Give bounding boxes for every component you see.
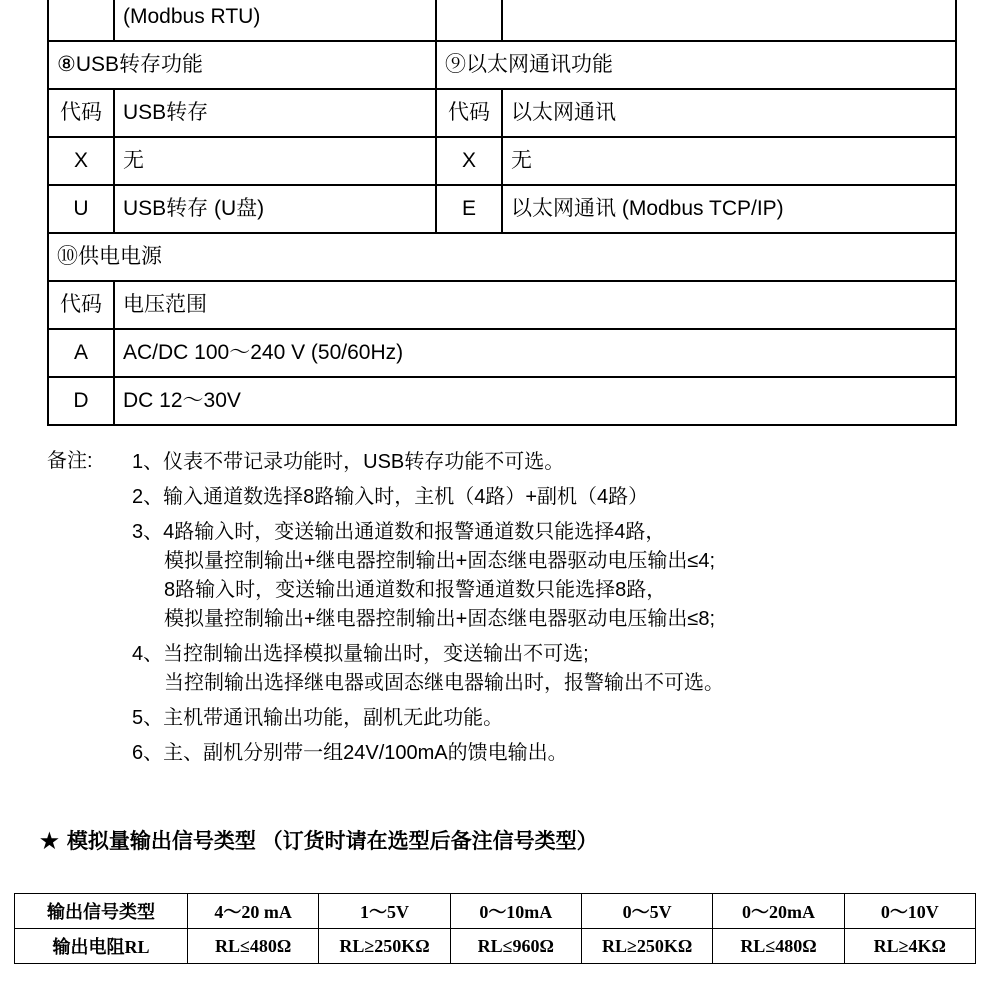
header-desc-usb: USB转存 — [114, 89, 436, 137]
table-row — [48, 329, 956, 377]
table-row — [48, 281, 956, 329]
table-row — [48, 41, 956, 89]
cell-signal-type-1: 4～20 mA — [188, 894, 319, 929]
remark-line: 4、当控制输出选择模拟量输出时，变送输出不可选; — [132, 643, 589, 665]
remark-line: 2、输入通道数选择8路输入时，主机（4路）+副机（4路） — [132, 486, 649, 508]
analog-output-heading-text: 模拟量输出信号类型 （订货时请在选型后备注信号类型） — [66, 830, 598, 853]
cell-signal-type-6: 0～10V — [844, 894, 975, 929]
analog-output-heading — [40, 825, 598, 855]
cell-code-eth-x: X — [436, 137, 502, 185]
cell-code-usb-u: U — [48, 185, 114, 233]
cell-signal-type-3: 0～10mA — [450, 894, 581, 929]
section-title-usb: ⑧USB转存功能 — [48, 41, 436, 89]
table-row — [48, 89, 956, 137]
remark-line: 5、主机带通讯输出功能，副机无此功能。 — [132, 707, 504, 729]
remark-line: 8路输入时，变送输出通道数和报警通道数只能选择8路， — [164, 579, 667, 601]
star-icon: ★ — [40, 830, 59, 853]
header-code-usb: 代码 — [48, 89, 114, 137]
cell-resistance-1: RL≤480Ω — [188, 929, 319, 964]
cell-resistance-5: RL≤480Ω — [713, 929, 844, 964]
section-title-ethernet: ⑨以太网通讯功能 — [436, 41, 956, 89]
table-row — [48, 185, 956, 233]
list-item — [132, 518, 967, 634]
cell-resistance-2: RL≥250KΩ — [319, 929, 450, 964]
cell-desc-power-a: AC/DC 100～240 V (50/60Hz) — [114, 329, 956, 377]
table-row — [48, 137, 956, 185]
cell-desc-power-d: DC 12～30V — [114, 377, 956, 425]
remark-line: 6、主、副机分别带一组24V/100mA的馈电输出。 — [132, 742, 568, 764]
remark-line: 3、4路输入时，变送输出通道数和报警通道数只能选择4路， — [132, 521, 666, 543]
list-item — [132, 640, 967, 698]
remarks-section — [47, 448, 967, 774]
remark-line: 当控制输出选择继电器或固态继电器输出时，报警输出不可选。 — [164, 672, 724, 694]
cell-code-eth-e: E — [436, 185, 502, 233]
cell-signal-type-2: 1～5V — [319, 894, 450, 929]
cell-resistance-3: RL≤960Ω — [450, 929, 581, 964]
cell-resistance-6: RL≥4KΩ — [844, 929, 975, 964]
header-desc-ethernet: 以太网通讯 — [502, 89, 956, 137]
remarks-label: 备注: — [47, 450, 93, 472]
cell-code-empty — [48, 0, 114, 41]
cell-desc-usb-x: 无 — [114, 137, 436, 185]
cell-code-empty-right — [436, 0, 502, 41]
header-code-ethernet: 代码 — [436, 89, 502, 137]
cell-empty-right — [502, 0, 956, 41]
section-title-power: ⑩供电电源 — [48, 233, 956, 281]
list-item — [132, 448, 967, 477]
table-row — [15, 929, 976, 964]
list-item — [132, 704, 967, 733]
cell-desc-eth-e: 以太网通讯 (Modbus TCP/IP) — [502, 185, 956, 233]
header-code-power: 代码 — [48, 281, 114, 329]
cell-desc-usb-u: USB转存 (U盘) — [114, 185, 436, 233]
cell-code-power-d: D — [48, 377, 114, 425]
header-desc-power: 电压范围 — [114, 281, 956, 329]
analog-output-signal-table — [14, 893, 976, 964]
cell-modbus-rtu: (Modbus RTU) — [114, 0, 436, 41]
table-row — [48, 233, 956, 281]
specification-table — [47, 0, 957, 426]
table-row — [48, 377, 956, 425]
remark-line: 模拟量控制输出+继电器控制输出+固态继电器驱动电压输出≤4; — [164, 550, 716, 572]
list-item — [132, 483, 967, 512]
remarks-list — [132, 448, 967, 768]
cell-code-power-a: A — [48, 329, 114, 377]
row-header-resistance: 输出电阻RL — [15, 929, 188, 964]
cell-signal-type-4: 0～5V — [581, 894, 712, 929]
list-item — [132, 739, 967, 768]
cell-desc-eth-x: 无 — [502, 137, 956, 185]
remark-line: 模拟量控制输出+继电器控制输出+固态继电器驱动电压输出≤8; — [164, 608, 716, 630]
table-row — [15, 894, 976, 929]
remark-line: 1、仪表不带记录功能时，USB转存功能不可选。 — [132, 451, 565, 473]
row-header-signal-type: 输出信号类型 — [15, 894, 188, 929]
cell-resistance-4: RL≥250KΩ — [581, 929, 712, 964]
table-row — [48, 0, 956, 41]
cell-signal-type-5: 0～20mA — [713, 894, 844, 929]
cell-code-usb-x: X — [48, 137, 114, 185]
